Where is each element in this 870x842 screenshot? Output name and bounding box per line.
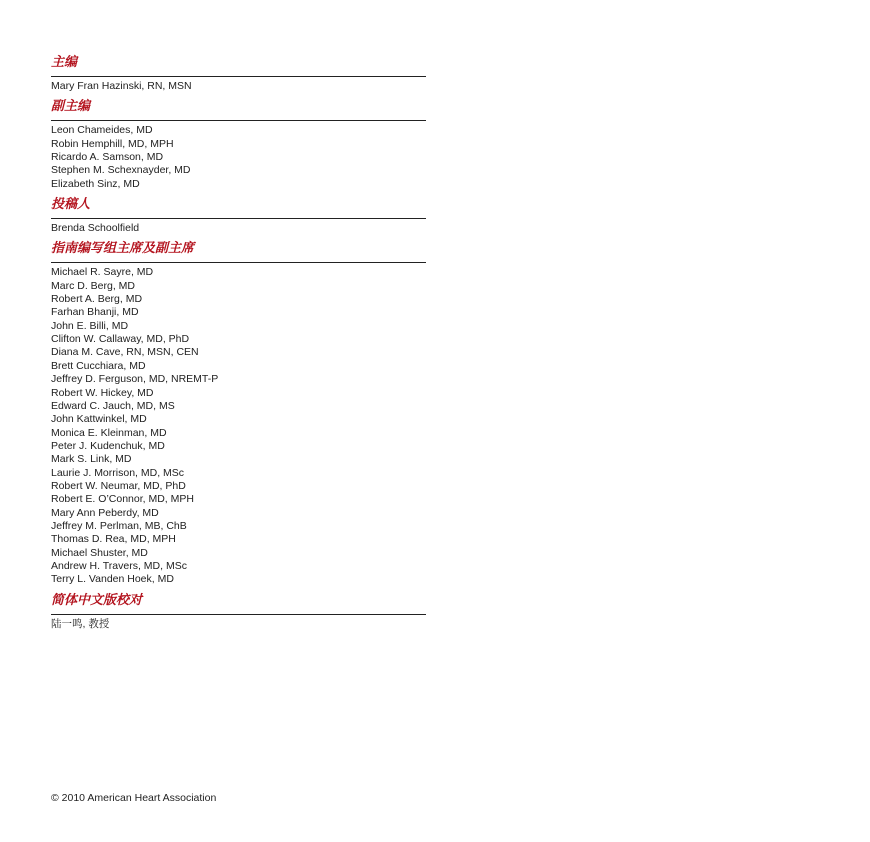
list-item: Robert W. Neumar, MD, PhD — [51, 479, 186, 492]
list-item: Andrew H. Travers, MD, MSc — [51, 559, 187, 572]
list-item: 陆一鸣, 教授 — [51, 617, 110, 630]
section-writing-group-chairs — [51, 240, 426, 586]
list-item: John Kattwinkel, MD — [51, 413, 147, 426]
name-list — [51, 124, 426, 191]
list-item: Laurie J. Morrison, MD, MSc — [51, 466, 185, 479]
section-contributor — [51, 196, 426, 235]
list-item: Elizabeth Sinz, MD — [51, 177, 140, 190]
list-item: Farhan Bhanji, MD — [51, 306, 139, 319]
list-item: Stephen M. Schexnayder, MD — [51, 164, 191, 177]
section-heading: 主编 — [51, 54, 426, 77]
list-item: Peter J. Kudenchuk, MD — [51, 439, 165, 452]
copyright-notice: © 2010 American Heart Association — [51, 792, 217, 804]
list-item: Diana M. Cave, RN, MSN, CEN — [51, 346, 199, 359]
list-item: John E. Billi, MD — [51, 319, 129, 332]
list-item: Robert W. Hickey, MD — [51, 386, 154, 399]
list-item: Jeffrey D. Ferguson, MD, NREMT-P — [51, 373, 219, 386]
section-heading: 指南编写组主席及副主席 — [51, 240, 426, 263]
list-item: Robert E. O’Connor, MD, MPH — [51, 493, 194, 506]
section-heading: 副主编 — [51, 98, 426, 121]
list-item: Mary Ann Peberdy, MD — [51, 506, 159, 519]
list-item: Edward C. Jauch, MD, MS — [51, 399, 175, 412]
list-item: Robin Hemphill, MD, MPH — [51, 137, 174, 150]
list-item: Thomas D. Rea, MD, MPH — [51, 533, 176, 546]
section-heading: 投稿人 — [51, 196, 426, 219]
list-item: Jeffrey M. Perlman, MB, ChB — [51, 519, 187, 532]
list-item: Mark S. Link, MD — [51, 453, 132, 466]
list-item: Marc D. Berg, MD — [51, 279, 136, 292]
section-heading: 简体中文版校对 — [51, 592, 426, 615]
section-editor — [51, 54, 426, 93]
credits-list — [51, 54, 426, 631]
name-list — [51, 222, 426, 235]
list-item: Ricardo A. Samson, MD — [51, 151, 164, 164]
list-item: Leon Chameides, MD — [51, 124, 153, 137]
section-chinese-proofreader — [51, 592, 426, 631]
list-item: Michael R. Sayre, MD — [51, 266, 154, 279]
section-associate-editors — [51, 98, 426, 191]
list-item: Terry L. Vanden Hoek, MD — [51, 573, 174, 586]
list-item: Robert A. Berg, MD — [51, 293, 143, 306]
list-item: Mary Fran Hazinski, RN, MSN — [51, 80, 192, 92]
name-list — [51, 80, 426, 93]
list-item: Brenda Schoolfield — [51, 222, 140, 235]
list-item: Clifton W. Callaway, MD, PhD — [51, 333, 190, 346]
list-item: Monica E. Kleinman, MD — [51, 426, 167, 439]
name-list — [51, 266, 426, 586]
list-item: Brett Cucchiara, MD — [51, 359, 146, 372]
list-item: Michael Shuster, MD — [51, 546, 148, 559]
name-list — [51, 618, 426, 631]
